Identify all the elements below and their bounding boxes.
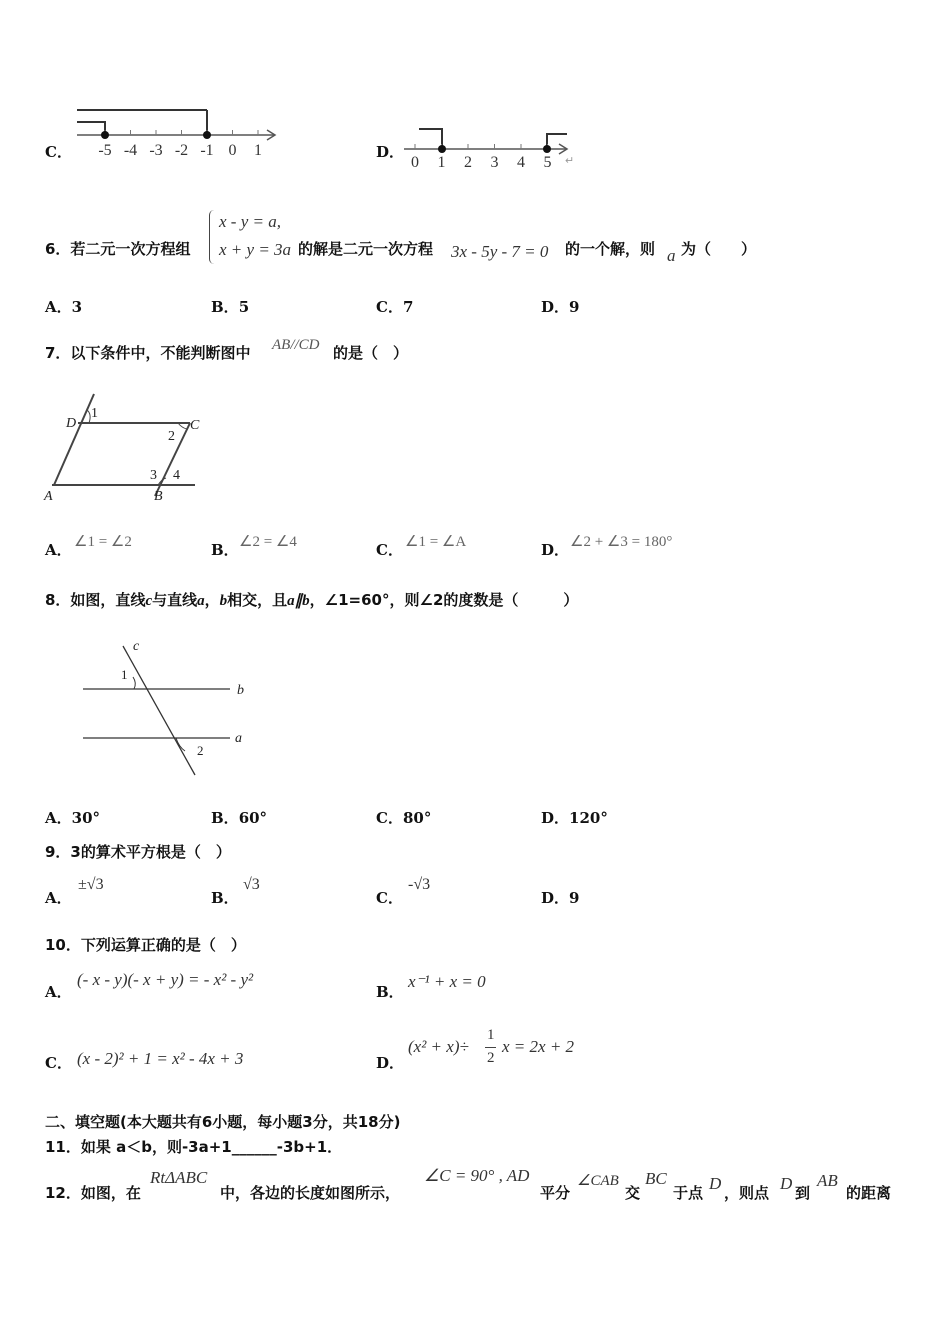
q10-option-d-value-a: (x² + x)÷ bbox=[408, 1037, 469, 1056]
tick-label: 5 bbox=[543, 154, 552, 170]
q12-ab: AB bbox=[817, 1171, 838, 1190]
tick-label: 1 bbox=[254, 142, 262, 159]
q9-option-a-label: A． bbox=[45, 889, 72, 907]
q12-stem-d: 交 bbox=[625, 1184, 641, 1202]
line-c bbox=[123, 646, 195, 775]
tick-label: -3 bbox=[149, 142, 163, 159]
q12-point-d-1: D bbox=[709, 1174, 722, 1193]
q12-stem-g: 到 bbox=[795, 1184, 811, 1202]
q9-option-b-value: √3 bbox=[243, 876, 260, 893]
q10-option-d-label: D． bbox=[376, 1054, 405, 1072]
q5-option-c-number-line bbox=[70, 102, 285, 162]
label-a: a bbox=[235, 731, 242, 746]
q6-option-a: A．3 bbox=[45, 298, 83, 316]
q9-option-b-label: B． bbox=[211, 889, 239, 907]
tick-label: 2 bbox=[464, 154, 472, 170]
q10-option-d-numerator: 1 bbox=[487, 1027, 495, 1043]
q10-option-d-value-b: x = 2x + 2 bbox=[502, 1037, 575, 1056]
q9-option-c-value: -√3 bbox=[408, 876, 431, 893]
q6-option-c: C．7 bbox=[376, 298, 414, 316]
tick-label: 1 bbox=[437, 154, 446, 170]
q10-option-a-value: (- x - y)(- x + y) = - x² - y² bbox=[77, 970, 254, 989]
fraction-bar bbox=[485, 1047, 496, 1048]
return-mark: ↵ bbox=[565, 155, 575, 167]
q6-brace bbox=[209, 210, 214, 264]
solid-dot bbox=[438, 145, 446, 153]
tick-label: -5 bbox=[98, 142, 112, 159]
q6-option-b: B．5 bbox=[211, 298, 250, 316]
q8-figure-transversal bbox=[75, 632, 260, 782]
solution-bracket-left bbox=[419, 129, 442, 149]
tick-label: 3 bbox=[490, 154, 499, 170]
label-4: 4 bbox=[173, 468, 180, 483]
q8-option-b: B．60° bbox=[211, 809, 268, 827]
solid-dot bbox=[543, 145, 551, 153]
q6-option-d: D．9 bbox=[541, 298, 580, 316]
q7-option-a-label: A． bbox=[45, 541, 72, 559]
q12-point-d-2: D bbox=[780, 1174, 793, 1193]
q7-formula: AB//CD bbox=[272, 337, 320, 353]
label-2: 2 bbox=[197, 743, 204, 758]
q12-stem-b: 中，各边的长度如图所示， bbox=[220, 1184, 401, 1202]
label-c: C bbox=[190, 418, 200, 433]
q10-option-d-denominator: 2 bbox=[487, 1050, 495, 1066]
q6-equation-3: 3x - 5y - 7 = 0 bbox=[451, 242, 549, 261]
q12-bc: BC bbox=[645, 1169, 667, 1188]
label-a: A bbox=[44, 489, 53, 504]
q7-option-c-label: C． bbox=[376, 541, 403, 559]
label-b: B bbox=[154, 489, 163, 504]
solution-bracket-left bbox=[77, 122, 105, 135]
q7-option-b-label: B． bbox=[211, 541, 239, 559]
label-c: c bbox=[133, 639, 140, 654]
q6-stem-a: 6．若二元一次方程组 bbox=[45, 240, 191, 258]
q7-stem-b: 的是（ ） bbox=[333, 344, 409, 362]
label-d: D bbox=[66, 416, 77, 431]
q7-stem-a: 7．以下条件中，不能判断图中 bbox=[45, 344, 251, 362]
q6-stem-d: 为（ ） bbox=[681, 240, 757, 258]
q12-condition: ∠C = 90° , AD bbox=[424, 1166, 530, 1185]
q12-stem-h: 的距离 bbox=[846, 1184, 892, 1202]
tick-label: 0 bbox=[411, 154, 419, 170]
q10-option-b-value: x⁻¹ + x = 0 bbox=[408, 972, 486, 991]
q7-option-d-value: ∠2 + ∠3 = 180° bbox=[570, 534, 673, 550]
q7-option-a-value: ∠1 = ∠2 bbox=[74, 534, 132, 550]
q6-stem-c: 的一个解，则 bbox=[565, 240, 656, 258]
q5-option-c-label: C． bbox=[45, 143, 72, 161]
q10-option-c-label: C． bbox=[45, 1054, 72, 1072]
q7-option-c-value: ∠1 = ∠A bbox=[405, 534, 467, 550]
q10-option-a-label: A． bbox=[45, 983, 72, 1001]
q12-angle: ∠CAB bbox=[577, 1173, 619, 1189]
label-2: 2 bbox=[168, 429, 175, 444]
q12-stem-c: 平分 bbox=[540, 1184, 571, 1202]
label-3: 3 bbox=[150, 468, 157, 483]
q9-stem: 9．3的算术平方根是（ ） bbox=[45, 843, 231, 861]
q8-option-d: D．120° bbox=[541, 809, 608, 827]
q5-option-d-label: D． bbox=[376, 143, 405, 161]
line-ad-extended bbox=[54, 394, 94, 485]
q9-option-a-value: ±√3 bbox=[78, 876, 104, 893]
q7-figure-parallelogram bbox=[40, 388, 205, 506]
q12-stem-f: ，则点 bbox=[724, 1184, 770, 1202]
q7-option-b-value: ∠2 = ∠4 bbox=[239, 534, 297, 550]
tick-label: -4 bbox=[123, 142, 138, 159]
tick-label: 4 bbox=[517, 154, 525, 170]
q6-variable-a: a bbox=[667, 246, 676, 265]
solid-dot bbox=[203, 131, 211, 139]
q10-option-c-value: (x - 2)² + 1 = x² - 4x + 3 bbox=[77, 1049, 244, 1068]
q8-option-c: C．80° bbox=[376, 809, 432, 827]
q6-stem-b: 的解是二元一次方程 bbox=[298, 240, 434, 258]
q9-option-c-label: C． bbox=[376, 889, 403, 907]
tick-label: -1 bbox=[200, 142, 214, 159]
q10-option-b-label: B． bbox=[376, 983, 404, 1001]
q6-equation-1: x - y = a, bbox=[219, 212, 281, 231]
section-2-heading: 二、填空题(本大题共有6小题，每小题3分，共18分) bbox=[45, 1113, 401, 1131]
q11-stem: 11．如果 a＜b，则-3a+1______-3b+1． bbox=[45, 1138, 343, 1156]
q7-option-d-label: D． bbox=[541, 541, 570, 559]
q6-equation-2: x + y = 3a bbox=[219, 240, 292, 259]
q10-stem: 10．下列运算正确的是（ ） bbox=[45, 936, 246, 954]
q9-option-d: D．9 bbox=[541, 889, 580, 907]
solid-dot bbox=[101, 131, 109, 139]
q8-stem: 8．如图，直线c与直线a，b相交，且a∥b，∠1=60°，则∠2的度数是（ ） bbox=[45, 591, 579, 609]
q12-triangle: RtΔABC bbox=[150, 1168, 208, 1187]
tick-label: -2 bbox=[174, 142, 189, 159]
q12-stem-a: 12．如图，在 bbox=[45, 1184, 141, 1202]
label-b: b bbox=[237, 683, 244, 698]
label-1: 1 bbox=[121, 667, 128, 682]
q5-option-d-number-line bbox=[402, 122, 587, 170]
label-1: 1 bbox=[91, 406, 98, 421]
tick-label: 0 bbox=[228, 142, 237, 159]
q12-stem-e: 于点 bbox=[673, 1184, 704, 1202]
q8-option-a: A．30° bbox=[45, 809, 101, 827]
